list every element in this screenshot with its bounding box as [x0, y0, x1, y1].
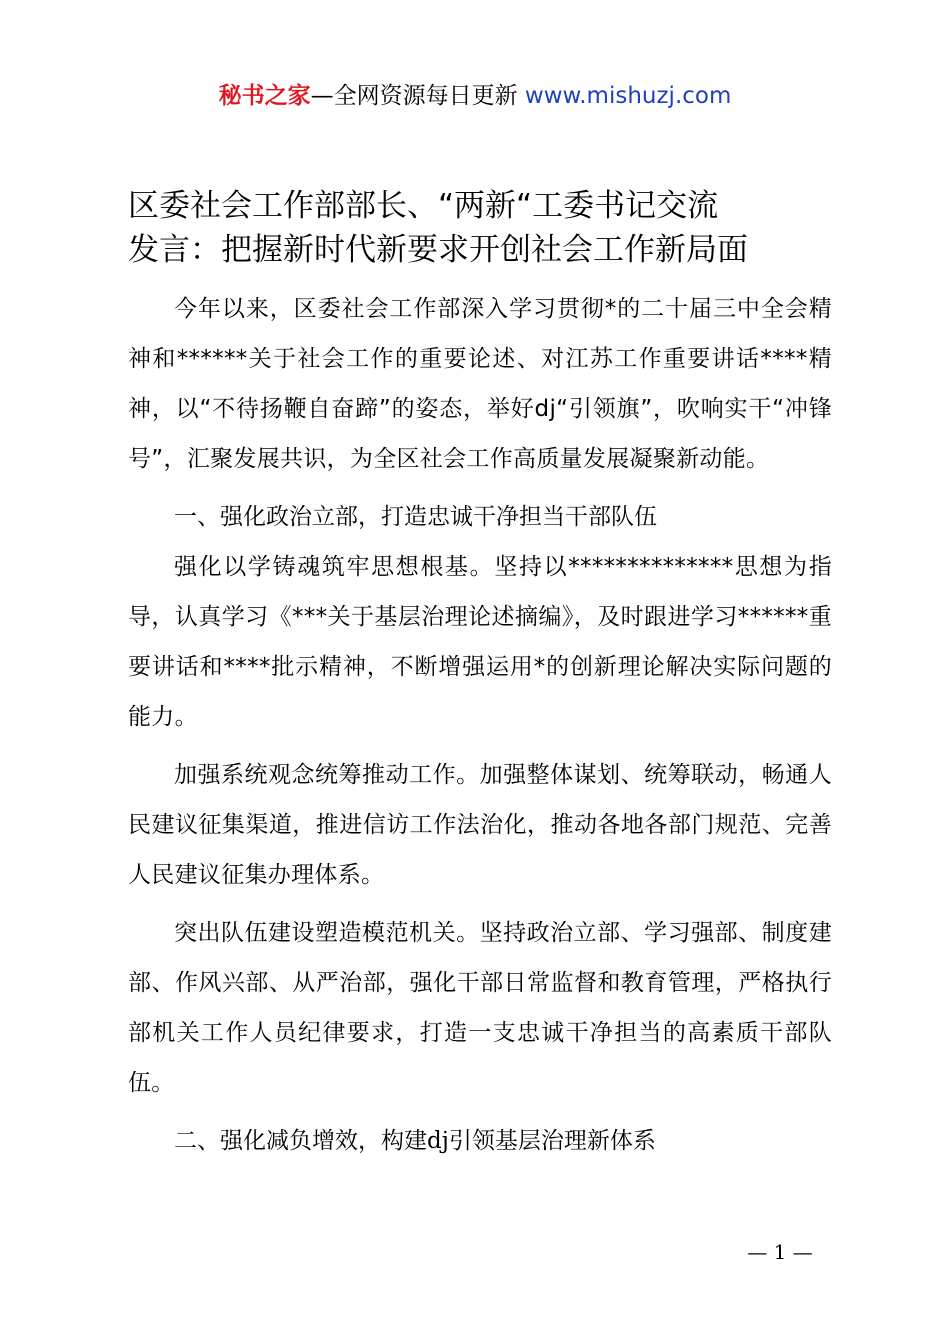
title-line-2: 发言：把握新时代新要求开创社会工作新局面	[128, 232, 748, 268]
brand-name: 秘书之家	[218, 83, 311, 109]
body-paragraph: 强化以学铸魂筑牢思想根基。坚持以**************思想为指导，认真学习《***关于基层治理论述摘编》，及时跟进学习******重要讲话和****批示精神，不断增强运用*的创新理论解决实际问题的能力。	[128, 554, 832, 730]
section-heading-1: 一、强化政治立部，打造忠诚干净担当干部队伍	[174, 504, 657, 530]
header-slogan: —全网资源每日更新	[310, 83, 525, 109]
intro-paragraph: 今年以来，区委社会工作部深入学习贯彻*的二十届三中全会精神和******关于社会工作的重要论述、对江苏工作重要讲话****精神，以“不待扬鞭自奋蹄”的姿态，举好dj“引领旗”，吹响实干“冲锋号”，汇聚发展共识，为全区社会工作高质量发展凝聚新动能。	[128, 296, 832, 472]
body-paragraph: 突出队伍建设塑造模范机关。坚持政治立部、学习强部、制度建部、作风兴部、从严治部，强化干部日常监督和教育管理，严格执行部机关工作人员纪律要求，打造一支忠诚干净担当的高素质干部队伍。	[128, 920, 832, 1096]
document-title	[128, 184, 832, 272]
document-body	[128, 284, 832, 1166]
body-paragraph: 加强系统观念统筹推动工作。加强整体谋划、统筹联动，畅通人民建议征集渠道，推进信访工作法治化，推动各地各部门规范、完善人民建议征集办理体系。	[128, 762, 832, 888]
site-url-link[interactable]: www.mishuzj.com	[524, 83, 732, 109]
section-heading-2: 二、强化减负增效，构建dj引领基层治理新体系	[174, 1128, 656, 1154]
site-header	[0, 80, 950, 112]
page-number: — 1 —	[747, 1240, 813, 1264]
title-line-1: 区委社会工作部部长、“两新“工委书记交流	[128, 188, 719, 224]
